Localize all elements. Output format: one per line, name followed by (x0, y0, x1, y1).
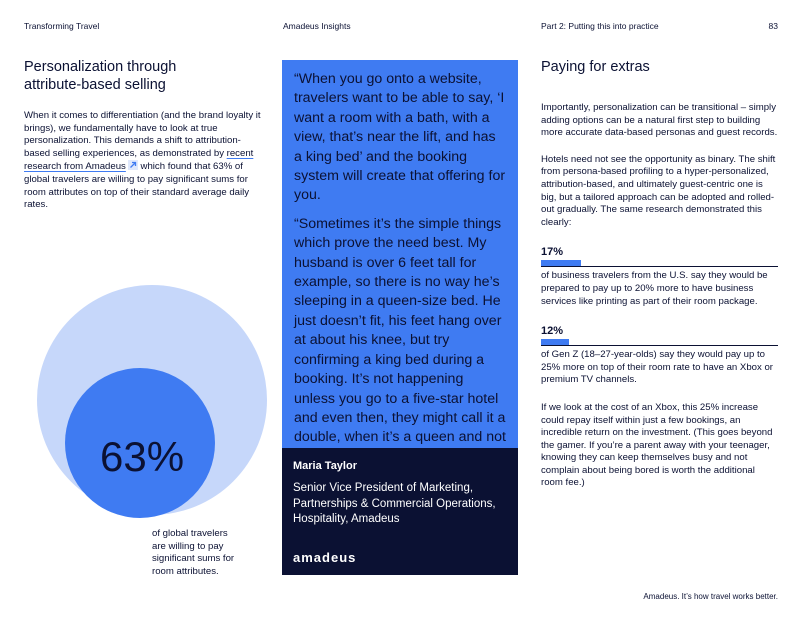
right-column (541, 58, 778, 490)
speaker-name: Maria Taylor (293, 460, 357, 472)
header-part-name: Part 2: Putting this into practice (541, 21, 659, 31)
stat-bar-fill-12 (541, 339, 569, 345)
quote-paragraph-2: “Sometimes it’s the simple things which prove the need best. My husband is over 6 feet tall for example, so there is no way he’s sleeping in a queen-size bed. He just doesn’t fit, his feet hang over at about his knee, but try confirming a king bed during a booking. It’s not happening unless you go to a five-star hotel and even then, they might call it a double, when it’s a queen and not (294, 215, 506, 446)
stat-bar-12 (541, 339, 778, 346)
stat-text-12: of Gen Z (18–27-year-olds) say they would pay up to 25% more on top of their room rate to have an Xbox or premium TV channels. (541, 349, 773, 386)
intro-paragraph (24, 110, 264, 212)
quote-paragraph-1: “When you go onto a website, travelers want to be able to say, ‘I want a room with a bath, with a view, that’s near the lift, and has a king bed’ and the booking system will create that offering for you. (294, 71, 506, 204)
extras-paragraph-1: Importantly, personalization can be transitional – simply adding options can be a natural first step to building more accurate data-based personas and guest records. (541, 102, 778, 139)
section-title-personalization: Personalization through attribute-based selling (24, 59, 177, 93)
research-link-label: recent research from Amadeus (24, 147, 254, 173)
section-title-extras: Paying for extras (541, 59, 650, 75)
stat-block-12 (541, 324, 778, 387)
quote-panel (282, 60, 518, 448)
stat-caption: of global travelers are willing to pay significant sums for room attributes. (152, 528, 235, 577)
stat-block-17 (541, 245, 778, 308)
header-doc-title: Transforming Travel (24, 21, 100, 31)
extras-paragraph-3: If we look at the cost of an Xbox, this 25% increase could repay itself within just a few bookings, an incredible return on the investment. (This goes beyond the gamer. If you’re a parent away with your teenager, knowing they can keep themselves busy and not complain about being bored is worth the additional room fee.) (541, 401, 773, 489)
header-section-name: Amadeus Insights (283, 21, 351, 31)
stat-bar-fill-17 (541, 260, 581, 266)
stat-value-63: 63% (100, 433, 185, 480)
quote-attribution-panel (282, 448, 518, 575)
left-column (24, 58, 264, 212)
intro-text-start: When it comes to differentiation (and the brand loyalty it brings), we fundamentally have to look at true personalization. This demands a shift to attribution-based selling experiences, as demonstrated by (24, 110, 261, 159)
speaker-role: Senior Vice President of Marketing, Partnerships & Commercial Operations, Hospitality, Amadeus (293, 482, 496, 525)
page-number: 83 (768, 21, 778, 31)
stat-bar-17 (541, 260, 778, 267)
intro-text-end: which found that 63% of global travelers are willing to pay significant sums for room attributes on top of their standard average daily rates. (24, 161, 250, 211)
extras-paragraph-2: Hotels need not see the opportunity as binary. The shift from persona-based profiling to a hyper-personalized, attribution-based, and ultimately guest-centric one is big, but a tailored approach can be adopted and rolled-out gradually. The same research demonstrated this clearly: (541, 153, 776, 228)
footer-tagline: Amadeus. It’s how travel works better. (643, 592, 778, 601)
external-link-icon (128, 160, 138, 170)
stat-text-17: of business travelers from the U.S. say they would be prepared to pay up to 20% more to have business services like printing as part of their room package. (541, 270, 768, 307)
stat-value-17: 17% (541, 246, 564, 259)
amadeus-logo: amadeus (293, 550, 357, 565)
stat-value-12: 12% (541, 325, 564, 338)
